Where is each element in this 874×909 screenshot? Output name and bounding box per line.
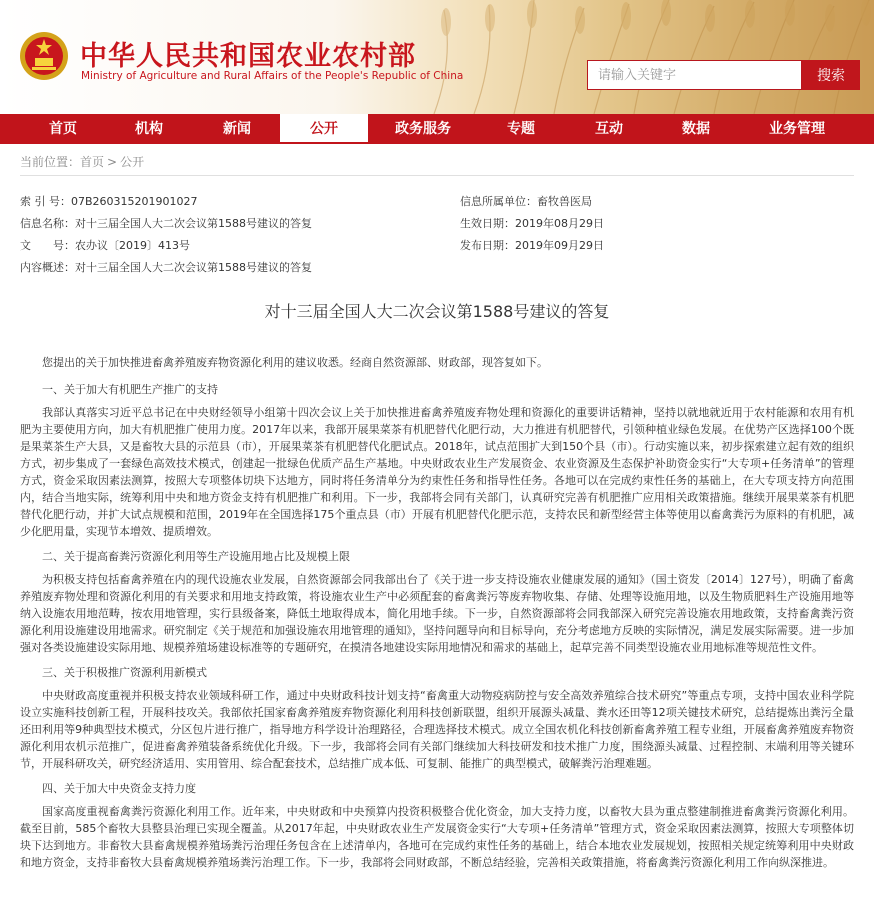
section-heading: 二、关于提高畜粪污资源化利用等生产设施用地占比及规模上限 (42, 550, 350, 563)
meta-value: 2019年08月29日 (515, 217, 604, 230)
meta-label: 信息名称： (20, 217, 75, 230)
nav-item-agencies[interactable]: 机构 (135, 121, 163, 137)
site-title-english: Ministry of Agriculture and Rural Affairs of the People's Republic of China (81, 70, 464, 82)
meta-label: 内容概述： (20, 261, 75, 274)
meta-gen-date (460, 215, 604, 231)
meta-value: 对十三届全国人大二次会议第1588号建议的答复 (75, 217, 312, 230)
meta-index-no (20, 193, 198, 209)
section-heading: 一、关于加大有机肥生产推广的支持 (42, 383, 218, 396)
meta-label: 索 引 号： (20, 195, 71, 208)
meta-label: 生效日期： (460, 217, 515, 230)
site-header (0, 0, 874, 114)
meta-value: 畜牧兽医局 (537, 195, 592, 208)
nav-item-public[interactable]: 公开 (280, 114, 368, 144)
section-text: 国家高度重视畜禽粪污资源化利用工作。近年来，中央财政和中央预算内投资积极整合优化资金，加大支持力度，以畜牧大县为重点整建制推进畜禽粪污资源化利用。截至目前，585个畜牧大县整县治理已实现全覆盖。从2017年起，中央财政农业生产发展资金实行“大专项+任务清单”管理方式，资金采取因素法测算，按照大专项整体切块下达到地方。非畜牧大县畜禽规模养殖场粪污治理任务包含在上述清单内，各地可在完成约束性任务的基础上，结合本地农业发展规划，按照相关规定统筹利用中央财政和地方资金，支持非畜牧大县畜禽规模养殖场粪污治理工作。下一步，我部将会同财政部，不断总结经验，完善相关政策措施，将畜禽粪污资源化利用工作向纵深推进。 (20, 805, 854, 869)
section-text: 我部认真落实习近平总书记在中央财经领导小组第十四次会议上关于加快推进畜禽养殖废弃物处理和资源化的重要讲话精神，坚持以就地就近用于农村能源和农用有机肥为主要使用方向，加大有机肥推广使用力度。2017年以来，我部开展果菜茶有机肥替代化肥行动，大力推进有机肥替代，引领种植业绿色发展。在优势产区选择100个既是果菜茶生产大县，又是畜牧大县的示范县（市），开展果菜茶有机肥替代化肥试点。2018年，试点范围扩大到150个县（市）。行动实施以来，初步探索建立起有效的组织方式，初步集成了一套绿色高效技术模式，创建起一批绿色优质产品生产基地。中央财政农业生产发展资金、农业资源及生态保护补助资金实行“大专项+任务清单”的管理方式，资金采取因素法测算，按照大专项整体切块下达地方，同时将任务清单分为约束性任务和指导性任务。各地可以在完成约束性任务的基础上，在大专项支持方向范围内，结合当地实际，统筹利用中央和地方资金支持有机肥推广和利用。下一步，我部将会同有关部门，认真研究完善有机肥推广应用相关政策措施。继续开展果菜茶有机肥替代化肥行动，并扩大试点规模和范围，2019年在全国选择175个重点县（市）开展有机肥替代化肥示范，支持农民和新型经营主体等使用以畜禽粪污为原料的有机肥，减少化肥用量，实现节本增效、提质增效。 (20, 406, 854, 538)
wheat-field-background-icon (414, 0, 874, 114)
breadcrumb-home[interactable]: 首页 (80, 155, 105, 169)
meta-name (20, 215, 312, 231)
document-intro: 您提出的关于加快推进畜禽养殖废弃物资源化利用的建议收悉。经商自然资源部、财政部，现答复如下。 (42, 356, 548, 369)
breadcrumb (20, 153, 144, 170)
breadcrumb-label: 当前位置： (20, 155, 81, 169)
section-text: 中央财政高度重视并积极支持农业领域科研工作，通过中央财政科技计划支持“畜禽重大动物疫病防控与安全高效养殖综合技术研究”等重点专项，支持中国农业科学院设立实施科技创新工程，开展科技攻关。我部依托国家畜禽养殖废弃物资源化利用科技创新联盟，组织开展源头减量、粪水还田等12项关键技术研究，总结提炼出粪污全量还田利用等9种典型技术模式，分区包片进行推广，指导地方科学设计治理路径，合理选择技术模式。成立全国农机化科技创新畜禽养殖工程专业组，开展畜禽养殖废弃物资源化利用农机示范推广，促进畜禽养殖装备系统优化升级。下一步，我部将会同有关部门继续加大科技研发和技术推广力度，围绕源头减量、过程控制、末端利用等关键环节，开展科研攻关，研究经济适用、实用管用、综合配套技术，总结推广成本低、可复制、能推广的典型模式，破解粪污治理难题。 (20, 689, 854, 770)
breadcrumb-current[interactable]: 公开 (120, 155, 145, 169)
meta-value: 07B260315201901027 (71, 195, 198, 208)
nav-item-news[interactable]: 新闻 (223, 121, 251, 137)
meta-org (460, 193, 592, 209)
main-nav (0, 114, 874, 144)
nav-item-topics[interactable]: 专题 (507, 121, 535, 137)
meta-pub-date (460, 237, 604, 253)
document-body (20, 354, 854, 879)
meta-label: 文 号： (20, 239, 75, 252)
section-text: 为积极支持包括畜禽养殖在内的现代设施农业发展，自然资源部会同我部出台了《关于进一步支持设施农业健康发展的通知》（国土资发〔2014〕127号），明确了畜禽养殖废弃物处理和资源化利用的有关要求和用地支持政策，将设施农业生产中必须配套的畜禽粪污等废弃物收集、存储、处理等设施用地，以及生物质肥料生产设施用地等纳入设施农用地范畴，按农用地管理，实行县级备案，降低土地取得成本，简化用地手续。下一步，自然资源部将会同我部深入研究完善设施农用地政策，支持畜禽粪污资源化利用设施建设用地需求。研究制定《关于规范和加强设施农用地管理的通知》，坚持问题导向和目标导向，充分考虑地方反映的实际情况，满足发展实际需要。进一步加强对各类设施建设实际用地、规模养殖场建设标准等的专题研究，在摸清各地建设实际用地情况和需求的基础上，起草完善不同类型设施农业用地标准等规范性文件。 (20, 573, 854, 654)
meta-value: 农办议〔2019〕413号 (75, 239, 190, 252)
nav-item-services[interactable]: 政务服务 (395, 121, 451, 137)
meta-label: 发布日期： (460, 239, 515, 252)
national-emblem-icon[interactable] (18, 30, 70, 82)
nav-item-data[interactable]: 数据 (682, 121, 710, 137)
meta-label: 信息所属单位： (460, 195, 537, 208)
meta-value: 对十三届全国人大二次会议第1588号建议的答复 (75, 261, 312, 274)
meta-summary (20, 259, 312, 275)
breadcrumb-separator: > (107, 155, 118, 169)
meta-doc-no (20, 237, 190, 253)
search-input[interactable] (587, 60, 802, 90)
search-button[interactable]: 搜索 (802, 60, 860, 90)
section-heading: 四、关于加大中央资金支持力度 (42, 782, 196, 795)
nav-item-business[interactable]: 业务管理 (769, 121, 825, 137)
nav-item-home[interactable]: 首页 (49, 121, 77, 137)
section-heading: 三、关于积极推广资源利用新模式 (42, 666, 207, 679)
nav-item-interaction[interactable]: 互动 (595, 121, 623, 137)
divider (20, 175, 854, 176)
meta-value: 2019年09月29日 (515, 239, 604, 252)
document-title: 对十三届全国人大二次会议第1588号建议的答复 (264, 302, 610, 321)
site-title: 中华人民共和国农业农村部 (80, 41, 416, 72)
